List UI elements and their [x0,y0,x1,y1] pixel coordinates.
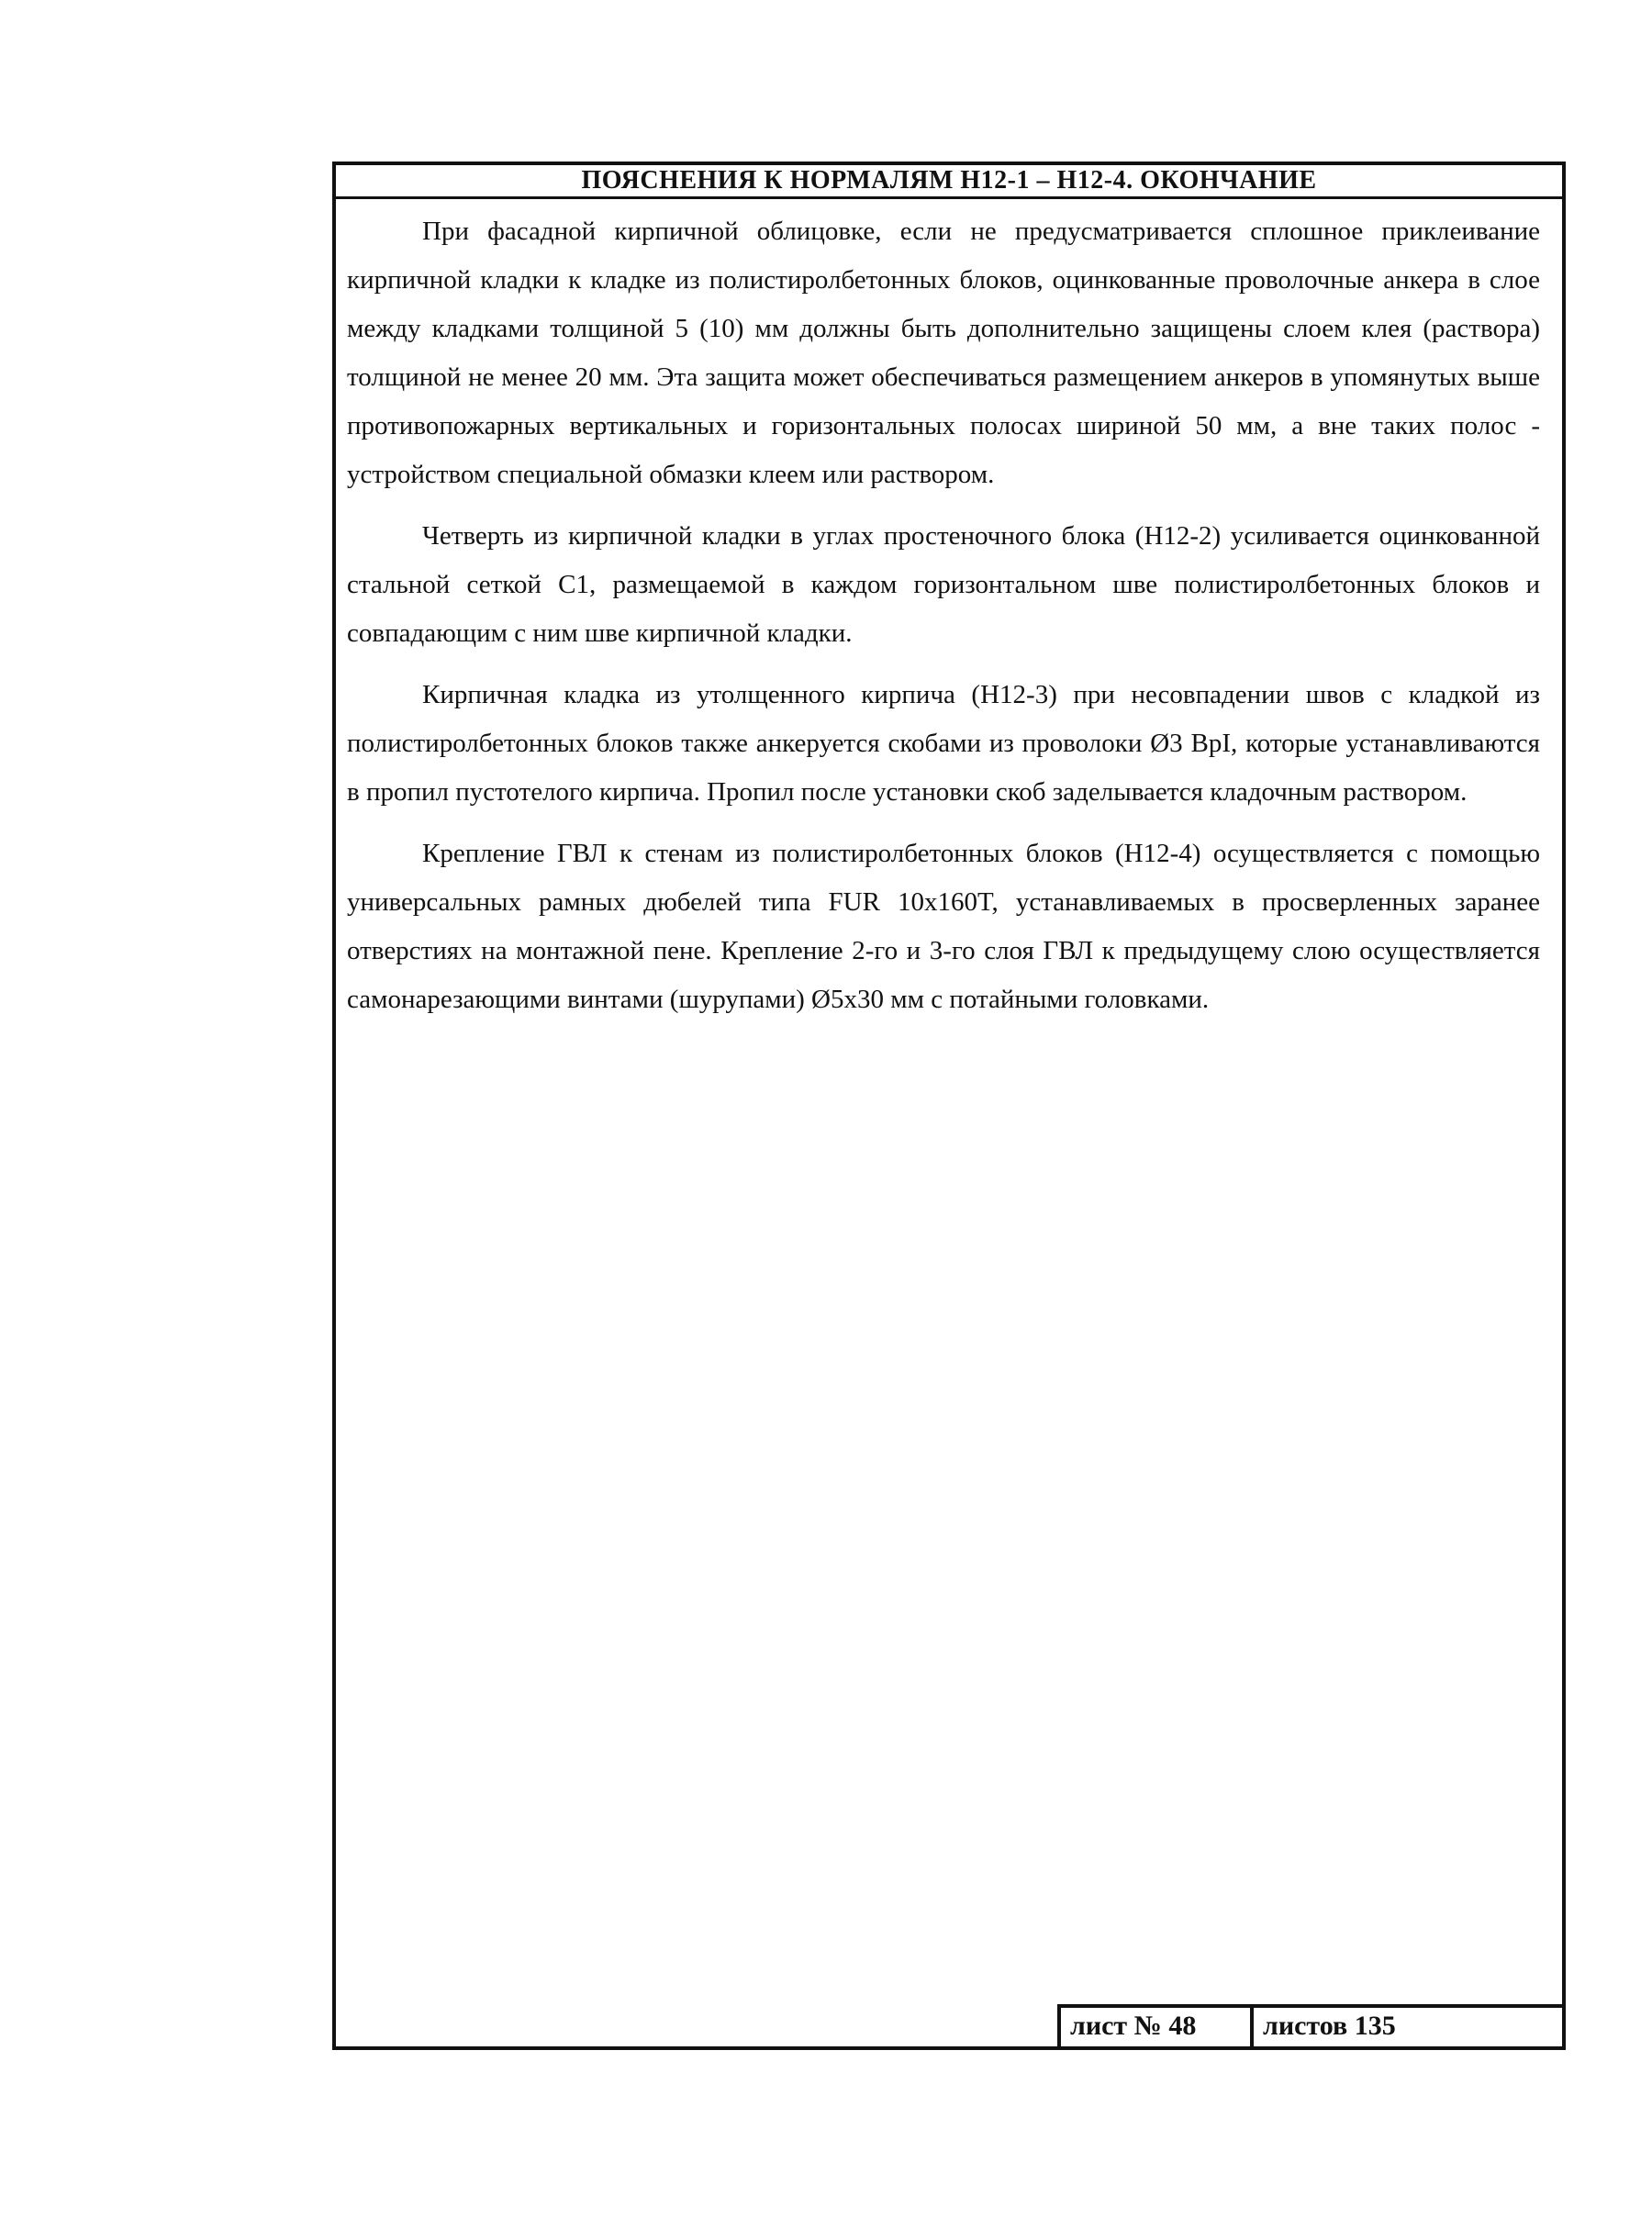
page-title: ПОЯСНЕНИЯ К НОРМАЛЯМ Н12-1 – Н12-4. ОКОНЧАНИЕ [336,165,1562,199]
paragraph-corner-reinforcement: Четверть из кирпичной кладки в углах простеночного блока (Н12-2) усиливается оцинкованной стальной сеткой С1, размещаемой в каждом горизонтальном шве полистиролбетонных блоков и совпадающим с ним шве кирпичной кладки. [347,521,1540,648]
page-frame [332,162,1566,2050]
sheet-number: лист № 48 [1057,2004,1250,2046]
paragraph-gvl-fixing: Крепление ГВЛ к стенам из полистиролбетонных блоков (Н12-4) осуществляется с помощью универсальных рамных дюбелей типа FUR 10x160T, устанавливаемых в просверленных заранее отверстиях на монтажной пене. Крепление 2-го и 3-го слоя ГВЛ к предыдущему слою осуществляется самонарезающими винтами (шурупами) Ø5x30 мм с потайными головками. [347,839,1540,1014]
sheet-stamp [1057,2004,1562,2046]
body-text [347,207,1540,1037]
paragraph-brick-facing: При фасадной кирпичной облицовке, если не предусматривается сплошное приклеивание кирпичной кладки к кладке из полистиролбетонных блоков, оцинкованные проволочные анкера в слое между кладками толщиной 5 (10) мм должны быть дополнительно защищены слоем клея (раствора) толщиной не менее 20 мм. Эта защита может обеспечиваться размещением анкеров в упомянутых выше противопожарных вертикальных и горизонтальных полосах шириной 50 мм, а вне таких полос - устройством специальной обмазки клеем или раствором. [347,217,1540,489]
sheets-total: листов 135 [1250,2004,1562,2046]
paragraph-thick-brick: Кирпичная кладка из утолщенного кирпича (Н12-3) при несовпадении швов с кладкой из полистиролбетонных блоков также анкеруется скобами из проволоки Ø3 ВрI, которые устанавливаются в пропил пустотелого кирпича. Пропил после установки скоб заделывается кладочным раствором. [347,680,1540,807]
